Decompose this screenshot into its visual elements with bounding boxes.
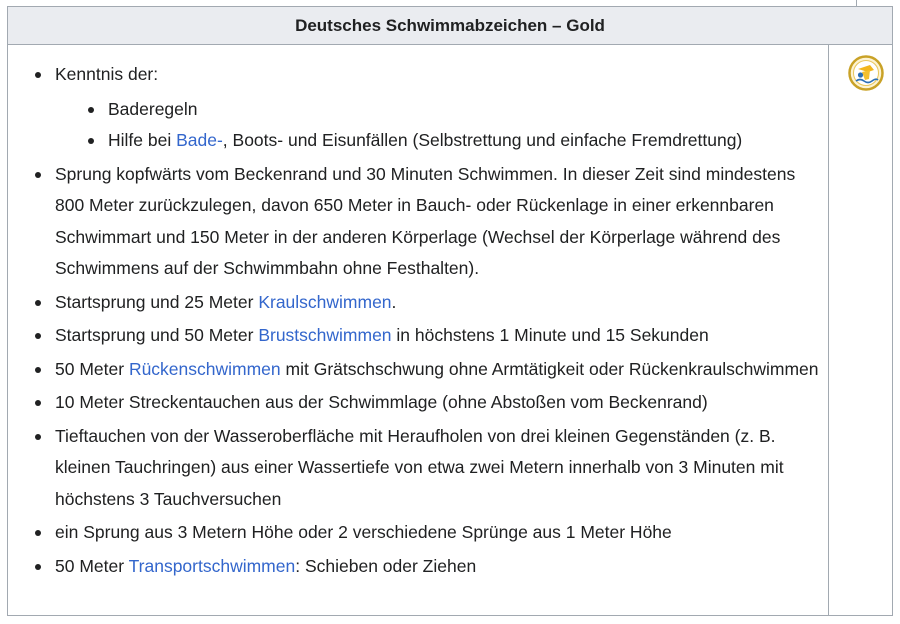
requirements-list-container [32, 59, 822, 582]
link-kraulschwimmen[interactable]: Kraulschwimmen [258, 291, 392, 312]
list-item-text-post: mit Grätschschwung ohne Armtätigkeit oder Rückenkraulschwimmen [280, 358, 819, 379]
requirements-list [32, 59, 822, 582]
list-item-text: Baderegeln [108, 98, 198, 119]
list-item-text-pre: Startsprung und 25 Meter [55, 291, 259, 312]
list-item-backstroke [32, 354, 822, 386]
list-item-breaststroke [32, 320, 822, 352]
swim-badge-table [7, 6, 893, 616]
link-bade[interactable]: Bade- [176, 130, 223, 150]
list-item-text-post: : Schieben oder Ziehen [295, 555, 477, 576]
list-item-accident-help [55, 125, 822, 157]
list-item-text-pre: 50 Meter [55, 358, 129, 379]
list-item-text-post: . [391, 291, 397, 312]
list-item-text-pre: 50 Meter [55, 555, 129, 576]
link-rueckenschwimmen[interactable]: Rückenschwimmen [128, 358, 281, 379]
list-item-jump [32, 517, 822, 549]
list-item-text: Sprung kopfwärts vom Beckenrand und 30 Minuten Schwimmen. In dieser Zeit sind mindestens 800 Meter zurückzulegen, davon 650 Meter in Bauch- oder Rückenlage in einer erkennbaren Schwimmart und 150 Meter in der anderen Körperlage (Wechsel der Körperlage während des Schwimmens auf der Schwimmbahn ohne Festhalten). [55, 163, 796, 278]
swimmer-gold-badge-icon[interactable] [848, 55, 884, 91]
list-item-text: 10 Meter Streckentauchen aus der Schwimmlage (ohne Abstoßen vom Beckenrand) [55, 392, 708, 412]
list-item-transport [32, 551, 822, 583]
list-item-knowledge [32, 59, 822, 157]
list-item-crawl [32, 287, 822, 319]
list-item-30-min-swim [32, 159, 822, 285]
list-item-text-post: in höchstens 1 Minute und 15 Sekunden [391, 325, 709, 345]
list-item-distance-diving [32, 387, 822, 419]
list-item-bathing-rules [55, 94, 822, 126]
link-transportschwimmen[interactable]: Transportschwimmen [128, 555, 296, 576]
knowledge-sublist [55, 94, 822, 157]
list-item-text-pre: Hilfe bei [108, 130, 177, 150]
list-item-text-post: , Boots- und Eisunfällen (Selbstrettung und einfache Fremdrettung) [222, 130, 743, 150]
list-item-deep-diving [32, 421, 822, 516]
list-item-text: Tieftauchen von der Wasseroberfläche mit Heraufholen von drei kleinen Gegenständen (z. B. kleinen Tauchringen) aus einer Wassertiefe von etwa zwei Metern innerhalb von 3 Minuten mit höchstens 3 Tauchversuchen [55, 425, 784, 509]
list-item-text: ein Sprung aus 3 Metern Höhe oder 2 verschiedene Sprünge aus 1 Meter Höhe [55, 522, 672, 542]
column-divider [828, 45, 829, 615]
link-brustschwimmen[interactable]: Brustschwimmen [258, 325, 392, 345]
list-item-text: Kenntnis der: [55, 64, 159, 84]
table-header: Deutsches Schwimmabzeichen – Gold [8, 7, 892, 45]
list-item-text-pre: Startsprung und 50 Meter [55, 325, 259, 345]
